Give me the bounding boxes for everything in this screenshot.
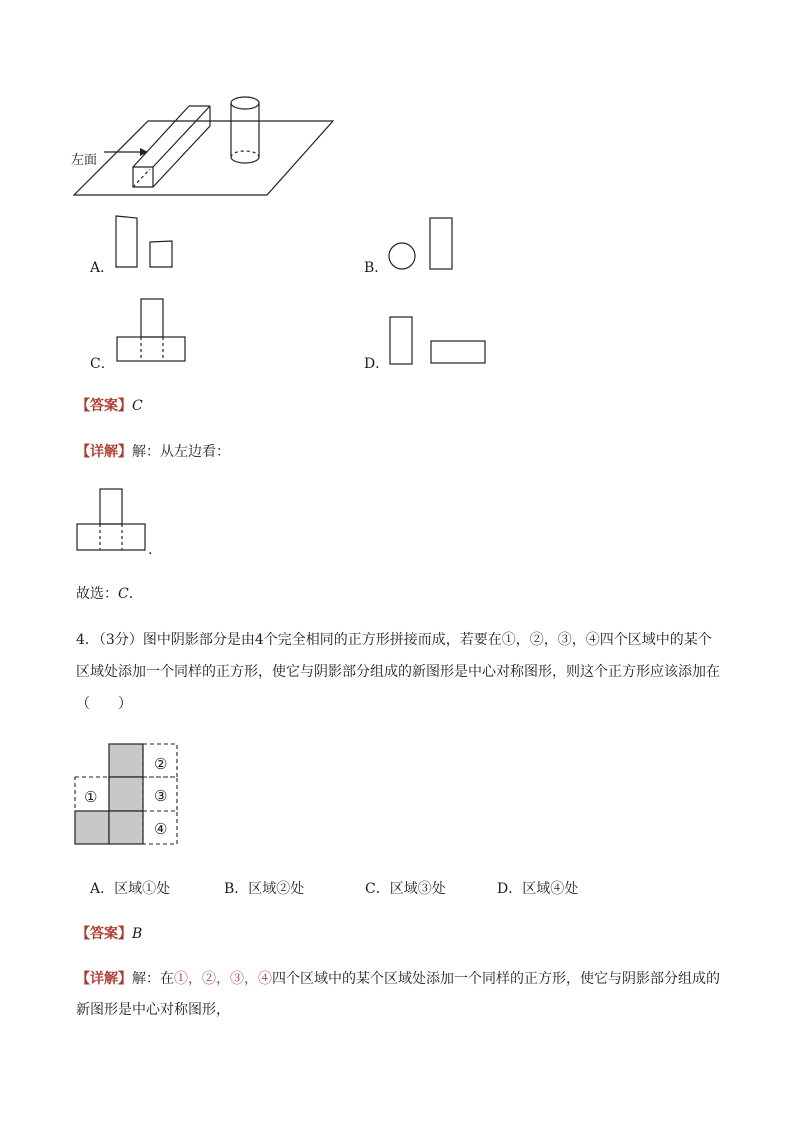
conclusion-prefix: 故选： [76,586,118,602]
region-1-label: ① [84,788,98,806]
q4-option-b[interactable]: B．区域②处 [224,881,305,897]
option-d-figure[interactable] [388,315,498,375]
q3-detail [76,442,230,462]
answer-tag: 【答案】 [76,398,132,414]
option-c-letter[interactable]: C． [90,356,115,372]
shaded-square [109,744,143,777]
option-b-letter[interactable]: B． [364,260,389,276]
q4-line2: 区域处添加一个同样的正方形，使它与阴影部分组成的新图形是中心对称图形，则这个正方形应该添加在 [76,664,720,680]
q4-option-c[interactable]: C．区域③处 [365,881,446,897]
answer-tag: 【答案】 [76,926,132,942]
q4-option-a[interactable]: A．区域①处 [90,881,171,897]
answer-value: C [132,398,143,414]
shaded-square [75,811,109,844]
figure-period: . [148,542,153,558]
detail-tag: 【详解】 [76,444,132,460]
shaded-square [109,777,143,811]
q4-detail-line2: 新图形是中心对称图形， [76,1002,230,1018]
option-a-letter[interactable]: A． [90,260,115,276]
option-b-figure[interactable] [385,215,465,275]
answer-value: B [132,926,143,942]
region-4-label: ④ [154,820,168,838]
option-d-letter[interactable]: D． [364,356,390,372]
shaded-square [109,811,143,844]
detail-tag: 【详解】 [76,971,132,987]
detail-prefix: 解：在 [132,971,174,987]
q4-option-d[interactable]: D．区域④处 [497,881,579,897]
region-2-label: ② [154,755,168,773]
detail-regions: ①，②，③，④ [174,971,272,987]
detail-rest: 四个区域中的某个区域处添加一个同样的正方形，使它与阴影部分组成的 [272,971,720,987]
q4-answer [76,924,142,944]
q4-line3: （ ） [76,696,132,712]
q3-answer [76,396,143,416]
conclusion-value: C [118,586,129,602]
conclusion-suffix: ． [128,586,143,602]
region-3-label: ③ [154,787,168,805]
arrow-label: 左面 [71,153,98,168]
q4-detail-line1 [76,969,720,989]
q3-conclusion [76,584,143,604]
cuboid [133,106,210,187]
q4-line1: 4．（3分）图中阴影部分是由4个完全相同的正方形拼接而成，若要在①，②，③，④四个区域中的某个 [76,632,712,648]
option-a-figure[interactable] [110,215,190,275]
option-c-figure[interactable] [115,297,195,367]
detail-text: 解：从左边看： [132,444,230,460]
cylinder [231,97,259,163]
